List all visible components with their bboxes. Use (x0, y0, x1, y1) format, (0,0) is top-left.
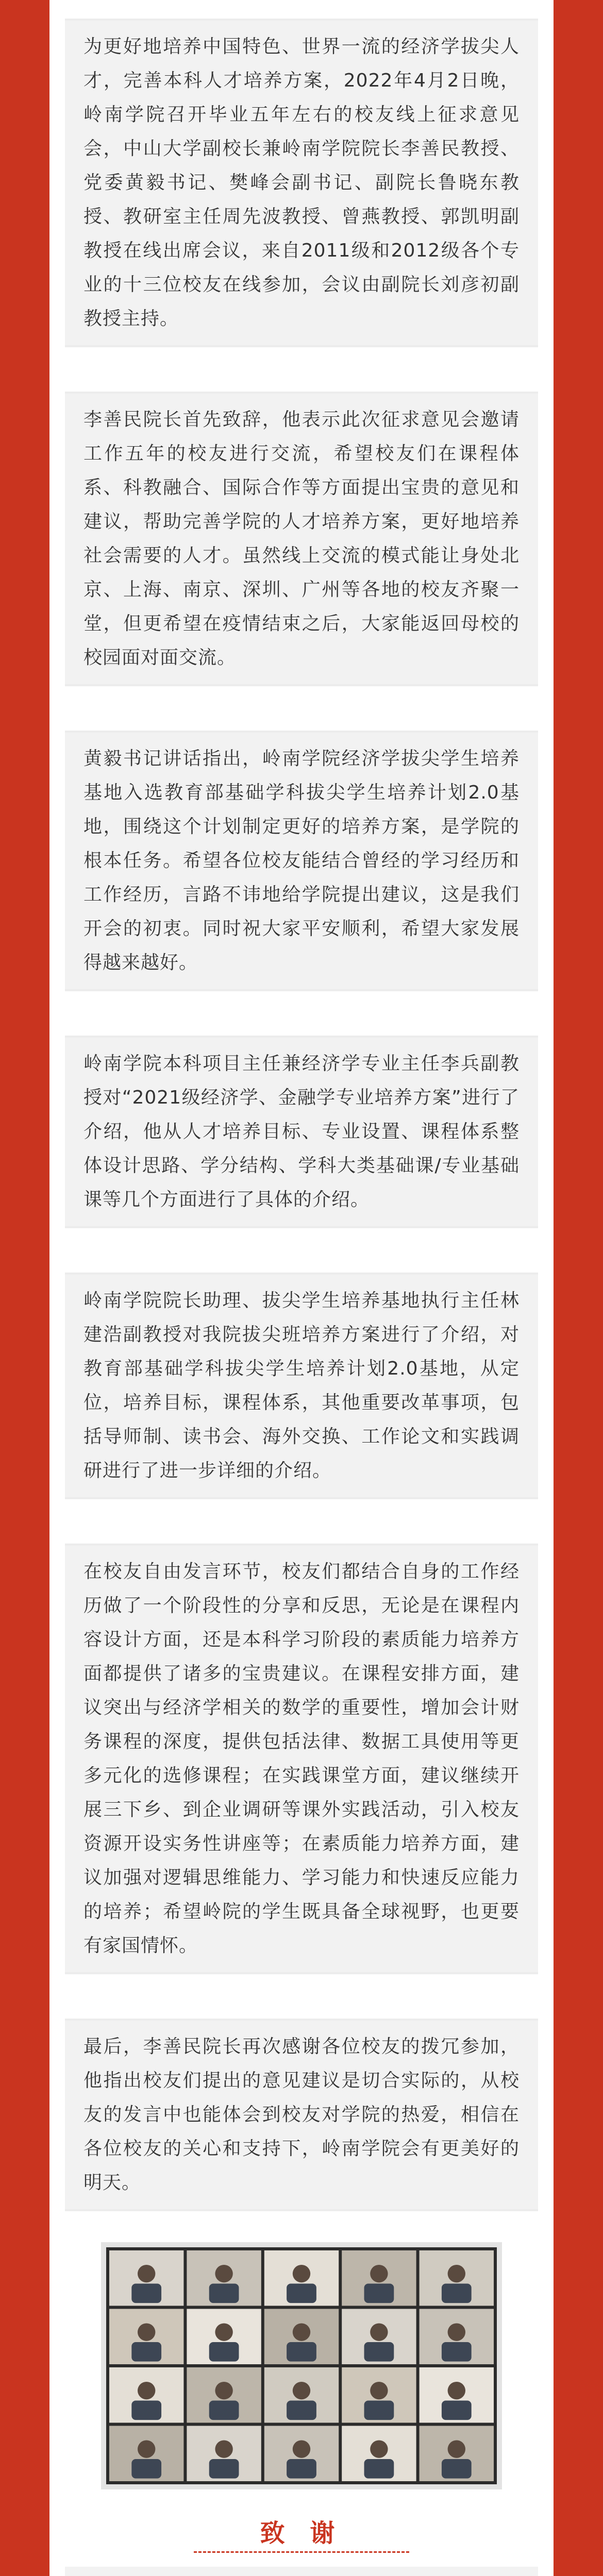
participant-head (370, 2265, 388, 2282)
paragraph-text: 在校友自由发言环节，校友们都结合自身的工作经历做了一个阶段性的分享和反思，无论是在课程内容设计方面，还是本科学习阶段的素质能力培养方面都提供了诸多的宝贵建议。在课程安排方面，建议突出与经济学相关的数学的重要性，增加会计财务课程的深度，提供包括法律、数据工具使用等更多元化的选修课程；在实践课堂方面，建议继续开展三下乡、到企业调研等课外实践活动，引入校友资源开设实务性讲座等；在素质能力培养方面，建议加强对逻辑思维能力、学习能力和快速反应能力的培养；希望岭院的学生既具备全球视野，也更要有家国情怀。 (83, 1561, 520, 1956)
participant-body (364, 2459, 394, 2479)
paragraph-text: 岭南学院本科项目主任兼经济学专业主任李兵副教授对“2021级经济学、金融学专业培养方案”进行了介绍，他从人才培养目标、专业设置、课程体系整体设计思路、学分结构、学科大类基础课/专业基础课等几个方面进行了具体的介绍。 (83, 1053, 520, 1210)
paragraph-text: 最后，李善民院长再次感谢各位校友的拨冗参加，他指出校友们提出的意见建议是切合实际的，从校友的发言中也能体会到校友对学院的热爱，相信在各位校友的关心和支持下，岭南学院会有更美好的明天。 (83, 2036, 520, 2193)
participant-head (448, 2323, 465, 2341)
participant-head (138, 2382, 155, 2399)
participant-body (442, 2284, 472, 2303)
participant-head (370, 2323, 388, 2341)
participant-head (293, 2382, 310, 2399)
video-call-grid-image (106, 2247, 497, 2484)
paragraph-elite-program (65, 1273, 538, 1499)
paragraph-text: 李善民院长首先致辞，他表示此次征求意见会邀请工作五年的校友进行交流，希望校友们在课程体系、科教融合、国际合作等方面提出宝贵的意见和建议，帮助完善学院的人才培养方案，更好地培养社会需要的人才。虽然线上交流的模式能让身处北京、上海、南京、深圳、广州等各地的校友齐聚一堂，但更希望在疫情结束之后，大家能返回母校的校园面对面交流。 (83, 409, 520, 668)
participant-head (448, 2440, 465, 2458)
participant-body (131, 2284, 161, 2303)
paragraph-curriculum-intro (65, 1036, 538, 1228)
participant-head (293, 2265, 310, 2282)
participant-body (364, 2342, 394, 2362)
participant-body (364, 2401, 394, 2420)
participant-body (209, 2284, 239, 2303)
paragraph-secretary-speech (65, 731, 538, 991)
participant-head (293, 2323, 310, 2341)
participant-head (448, 2265, 465, 2282)
participant-body (287, 2284, 316, 2303)
participant-head (448, 2382, 465, 2399)
paragraph-closing (65, 2019, 538, 2211)
participant-body (287, 2459, 316, 2479)
paragraph-text: 岭南学院院长助理、拔尖学生培养基地执行主任林建浩副教授对我院拔尖班培养方案进行了介绍，对教育部基础学科拔尖学生培养计划2.0基地，从定位，培养目标，课程体系，其他重要改革事项，包括导师制、读书会、海外交换、工作论文和实践调研进行了进一步详细的介绍。 (83, 1290, 520, 1481)
thanks-heading (65, 2515, 538, 2562)
meeting-screenshot-photo (101, 2242, 502, 2489)
participant-head (138, 2265, 155, 2282)
participant-body (209, 2401, 239, 2420)
participant-body (442, 2401, 472, 2420)
participant-head (138, 2440, 155, 2458)
participant-body (442, 2459, 472, 2479)
participant-body (209, 2459, 239, 2479)
participant-body (287, 2401, 316, 2420)
participant-head (215, 2265, 232, 2282)
participant-body (209, 2342, 239, 2362)
participant-head (370, 2440, 388, 2458)
participant-body (131, 2401, 161, 2420)
participant-head (215, 2323, 232, 2341)
paragraph-dean-speech (65, 392, 538, 686)
article-page (49, 0, 554, 2576)
paragraph-text: 为更好地培养中国特色、世界一流的经济学拔尖人才，完善本科人才培养方案，2022年4月2日晚，岭南学院召开毕业五年左右的校友线上征求意见会，中山大学副校长兼岭南学院院长李善民教授、党委黄毅书记、樊峰会副书记、副院长鲁晓东教授、教研室主任周先波教授、曾燕教授、郭凯明副教授在线出席会议，来自2011级和2012级各个专业的十三位校友在线参加，会议由副院长刘彦初副教授主持。 (83, 36, 520, 329)
paragraph-intro (65, 19, 538, 347)
thanks-list (65, 2567, 538, 2576)
participant-head (370, 2382, 388, 2399)
thanks-intro (83, 2572, 520, 2576)
paragraph-text: 黄毅书记讲话指出，岭南学院经济学拔尖学生培养基地入选教育部基础学科拔尖学生培养计划2.0基地，围绕这个计划制定更好的培养方案，是学院的根本任务。希望各位校友能结合曾经的学习经历和工作经历，言路不讳地给学院提出建议，这是我们开会的初衷。同时祝大家平安顺利，希望大家发展得越来越好。 (83, 748, 520, 973)
paragraph-alumni-feedback (65, 1544, 538, 1974)
participant-body (287, 2342, 316, 2362)
participant-body (131, 2459, 161, 2479)
participant-head (215, 2440, 232, 2458)
participant-head (215, 2382, 232, 2399)
thanks-title: 致 谢 (260, 2519, 343, 2548)
participant-head (293, 2440, 310, 2458)
participant-head (138, 2323, 155, 2341)
participant-body (442, 2342, 472, 2362)
participant-body (364, 2284, 394, 2303)
thanks-divider (194, 2551, 409, 2553)
participant-body (131, 2342, 161, 2362)
